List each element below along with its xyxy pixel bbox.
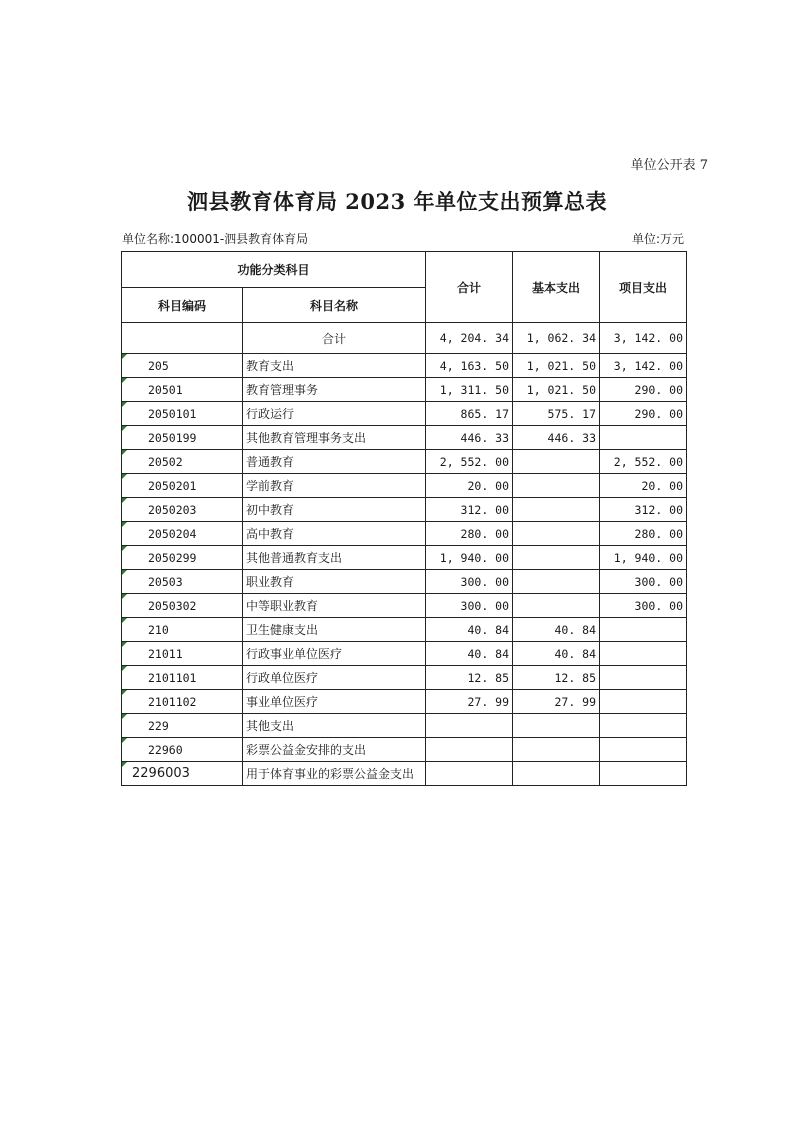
row-total-amount: 280. 00: [426, 522, 513, 546]
row-code: [122, 378, 243, 402]
row-project-amount: [600, 618, 687, 642]
table-row: [122, 690, 687, 714]
row-total-amount: 312. 00: [426, 498, 513, 522]
total-row: [122, 323, 687, 354]
row-code: [122, 714, 243, 738]
header-basic: 基本支出: [513, 252, 600, 323]
row-code: [122, 354, 243, 378]
row-basic-amount: [513, 594, 600, 618]
table-row: [122, 594, 687, 618]
row-basic-amount: [513, 762, 600, 786]
row-total-amount: 1, 940. 00: [426, 546, 513, 570]
row-project-amount: 290. 00: [600, 378, 687, 402]
row-code: [122, 690, 243, 714]
row-name: 其他普通教育支出: [243, 546, 426, 570]
header-total: 合计: [426, 252, 513, 323]
row-total-amount: 40. 84: [426, 618, 513, 642]
row-code-text: 2050101: [148, 406, 197, 421]
row-project-amount: 20. 00: [600, 474, 687, 498]
row-basic-amount: 575. 17: [513, 402, 600, 426]
table-row: [122, 474, 687, 498]
row-project-amount: 3, 142. 00: [600, 354, 687, 378]
row-code-text: 2050201: [148, 478, 197, 493]
row-total-amount: [426, 714, 513, 738]
row-project-amount: 300. 00: [600, 594, 687, 618]
row-code-text: 21011: [148, 646, 183, 661]
row-basic-amount: 1, 021. 50: [513, 378, 600, 402]
row-basic-amount: [513, 474, 600, 498]
table-row: [122, 714, 687, 738]
row-basic-amount: 27. 99: [513, 690, 600, 714]
table-row: [122, 666, 687, 690]
unit-name: 单位名称:100001-泗县教育体育局: [122, 232, 309, 246]
row-basic-amount: [513, 546, 600, 570]
cell-marker-icon: [122, 666, 127, 671]
row-project-amount: 300. 00: [600, 570, 687, 594]
table-row: [122, 762, 687, 786]
row-name: 事业单位医疗: [243, 690, 426, 714]
table-row: [122, 738, 687, 762]
row-total-amount: [426, 762, 513, 786]
row-code: [122, 570, 243, 594]
cell-marker-icon: [122, 570, 127, 575]
row-project-amount: [600, 642, 687, 666]
total-project: 3, 142. 00: [600, 323, 687, 354]
row-basic-amount: [513, 450, 600, 474]
cell-marker-icon: [122, 426, 127, 431]
row-name: 行政单位医疗: [243, 666, 426, 690]
row-code: [122, 666, 243, 690]
row-name: 初中教育: [243, 498, 426, 522]
row-total-amount: 865. 17: [426, 402, 513, 426]
cell-marker-icon: [122, 762, 127, 767]
row-code: [122, 402, 243, 426]
document-title: 泗县教育体育局 2023 年单位支出预算总表: [186, 189, 608, 214]
row-total-amount: 40. 84: [426, 642, 513, 666]
row-code: [122, 618, 243, 642]
cell-marker-icon: [122, 498, 127, 503]
cell-marker-icon: [122, 714, 127, 719]
header-code: 科目编码: [122, 288, 243, 323]
table-row: [122, 570, 687, 594]
table-row: [122, 450, 687, 474]
row-code: [122, 498, 243, 522]
row-project-amount: 1, 940. 00: [600, 546, 687, 570]
row-code-text: 20503: [148, 574, 183, 589]
header-name: 科目名称: [243, 288, 426, 323]
row-code-text: 2050302: [148, 598, 197, 613]
row-basic-amount: [513, 738, 600, 762]
table-row: [122, 402, 687, 426]
row-project-amount: [600, 714, 687, 738]
row-total-amount: 12. 85: [426, 666, 513, 690]
row-total-amount: 2, 552. 00: [426, 450, 513, 474]
table-number: 单位公开表 7: [630, 158, 708, 173]
row-name: 教育支出: [243, 354, 426, 378]
cell-marker-icon: [122, 618, 127, 623]
row-basic-amount: 40. 84: [513, 642, 600, 666]
row-basic-amount: [513, 714, 600, 738]
row-code: [122, 474, 243, 498]
cell-marker-icon: [122, 474, 127, 479]
row-total-amount: 446. 33: [426, 426, 513, 450]
row-name: 普通教育: [243, 450, 426, 474]
row-code: [122, 450, 243, 474]
row-code-text: 2101102: [148, 694, 197, 709]
row-basic-amount: [513, 570, 600, 594]
cell-marker-icon: [122, 738, 127, 743]
row-code: [122, 426, 243, 450]
row-code-text: 2050199: [148, 430, 197, 445]
row-code: [122, 738, 243, 762]
row-name: 行政事业单位医疗: [243, 642, 426, 666]
row-code-text: 2050299: [148, 550, 197, 565]
row-total-amount: [426, 738, 513, 762]
table-row: [122, 426, 687, 450]
row-code-text: 210: [148, 622, 169, 637]
row-name: 中等职业教育: [243, 594, 426, 618]
row-code-text: 2296003: [132, 766, 190, 781]
total-code-cell: [122, 323, 243, 354]
table-row: [122, 546, 687, 570]
budget-table: [121, 251, 687, 786]
row-basic-amount: 446. 33: [513, 426, 600, 450]
row-code: [122, 762, 243, 786]
row-name: 其他教育管理事务支出: [243, 426, 426, 450]
row-name: 用于体育事业的彩票公益金支出: [243, 762, 426, 786]
table-row: [122, 498, 687, 522]
row-total-amount: 4, 163. 50: [426, 354, 513, 378]
row-total-amount: 300. 00: [426, 594, 513, 618]
row-code-text: 2101101: [148, 670, 197, 685]
row-code-text: 2050203: [148, 502, 197, 517]
cell-marker-icon: [122, 378, 127, 383]
row-basic-amount: 12. 85: [513, 666, 600, 690]
row-project-amount: 280. 00: [600, 522, 687, 546]
total-amount: 4, 204. 34: [426, 323, 513, 354]
total-basic: 1, 062. 34: [513, 323, 600, 354]
row-project-amount: [600, 690, 687, 714]
row-project-amount: 290. 00: [600, 402, 687, 426]
row-name: 学前教育: [243, 474, 426, 498]
row-code: [122, 642, 243, 666]
row-name: 行政运行: [243, 402, 426, 426]
table-row: [122, 378, 687, 402]
row-project-amount: [600, 762, 687, 786]
row-code-text: 205: [148, 358, 169, 373]
cell-marker-icon: [122, 450, 127, 455]
row-total-amount: 300. 00: [426, 570, 513, 594]
cell-marker-icon: [122, 594, 127, 599]
row-project-amount: 2, 552. 00: [600, 450, 687, 474]
table-row: [122, 642, 687, 666]
row-basic-amount: [513, 498, 600, 522]
cell-marker-icon: [122, 522, 127, 527]
row-name: 高中教育: [243, 522, 426, 546]
header-project: 项目支出: [600, 252, 687, 323]
row-code: [122, 546, 243, 570]
row-project-amount: 312. 00: [600, 498, 687, 522]
row-code-text: 2050204: [148, 526, 197, 541]
row-code-text: 229: [148, 718, 169, 733]
row-code-text: 22960: [148, 742, 183, 757]
row-name: 职业教育: [243, 570, 426, 594]
table-row: [122, 522, 687, 546]
row-total-amount: 20. 00: [426, 474, 513, 498]
row-project-amount: [600, 666, 687, 690]
row-code-text: 20501: [148, 382, 183, 397]
row-basic-amount: 1, 021. 50: [513, 354, 600, 378]
table-row: [122, 354, 687, 378]
row-name: 教育管理事务: [243, 378, 426, 402]
row-name: 其他支出: [243, 714, 426, 738]
row-basic-amount: 40. 84: [513, 618, 600, 642]
unit-label: 单位:万元: [631, 232, 684, 246]
row-project-amount: [600, 738, 687, 762]
row-name: 卫生健康支出: [243, 618, 426, 642]
cell-marker-icon: [122, 546, 127, 551]
row-project-amount: [600, 426, 687, 450]
cell-marker-icon: [122, 642, 127, 647]
row-code: [122, 522, 243, 546]
row-total-amount: 27. 99: [426, 690, 513, 714]
row-name: 彩票公益金安排的支出: [243, 738, 426, 762]
cell-marker-icon: [122, 690, 127, 695]
header-function-group: 功能分类科目: [122, 252, 426, 288]
table-row: [122, 618, 687, 642]
row-code: [122, 594, 243, 618]
row-code-text: 20502: [148, 454, 183, 469]
cell-marker-icon: [122, 402, 127, 407]
cell-marker-icon: [122, 354, 127, 359]
total-label: 合计: [243, 323, 426, 354]
row-total-amount: 1, 311. 50: [426, 378, 513, 402]
row-basic-amount: [513, 522, 600, 546]
